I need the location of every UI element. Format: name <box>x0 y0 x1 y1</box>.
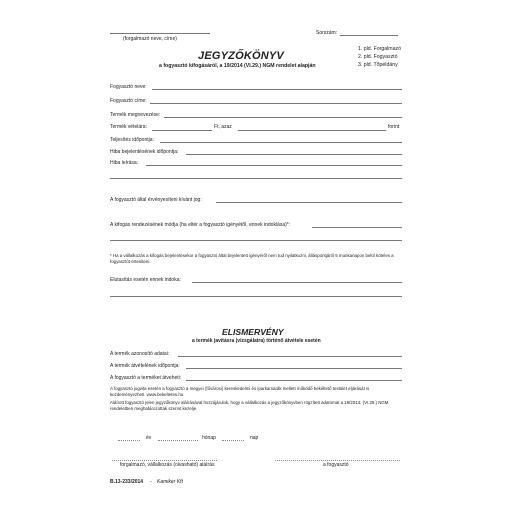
consumer-address-label: Fogyasztó címe: <box>110 98 147 104</box>
pickup-date-label: A fogyasztó a terméket átveheti: <box>110 375 182 381</box>
rejection-label: Elutasítás esetén ennek indoka: <box>110 277 181 283</box>
form-code: B.13-233/2014 <box>110 479 144 485</box>
rejection-line[interactable] <box>192 282 402 283</box>
settlement-line[interactable] <box>110 240 402 241</box>
completion-date-label: Teljesítés időpontja: <box>110 137 154 143</box>
defect-desc-label: Hiba leírása: <box>110 160 139 166</box>
copy-item: 1. pld. Forgalmazó <box>358 46 401 52</box>
publisher: Kamiker Kft <box>157 479 183 485</box>
notice-data-consent: Aláírott fogyasztó jelen jegyzőkönyv aláírásával hozzájárulok, hogy a vállalkozás a jegyzőkönyvben rögzített adatomat a 19/2014. (VI.29.) NGM rendeletben meghatározottak szerint kezelje. <box>110 400 389 411</box>
day-label: nap <box>250 435 259 441</box>
receipt-subtitle: a termék javításra (vizsgálatra) történő átvétele esetén <box>192 338 321 344</box>
claimed-right-label: A fogyasztó által érvényesíteni kívánt jog: <box>110 197 202 203</box>
year-line[interactable] <box>118 440 140 441</box>
product-id-label: A termék azonosító adatai: <box>110 351 170 357</box>
consumer-name-label: Fogyasztó neve: <box>110 84 147 90</box>
price-line[interactable] <box>152 130 212 131</box>
price-unit-end: forint <box>388 124 400 130</box>
vendor-signature-line[interactable] <box>112 460 217 461</box>
defect-date-line[interactable] <box>186 154 402 155</box>
defect-desc-line[interactable] <box>110 178 402 179</box>
price-words-line[interactable] <box>238 130 386 131</box>
notice-arbitration: A fogyasztó jogvita esetén a fogyasztó a megyei (fővárosi) kereskedelmi és iparkamarák mellett működő békéltető testület eljárását is kezdeményezheti. www.bekeltetes.hu <box>110 386 370 397</box>
receipt-title: ELISMERVÉNY <box>222 327 284 337</box>
handover-date-line[interactable] <box>186 368 402 369</box>
defect-date-label: Hiba bejelentésének időpontja: <box>110 149 179 155</box>
consumer-address-line[interactable] <box>150 103 402 104</box>
vendor-signature-caption: forgalmazó, vállalkozás (olvasható) aláírás <box>120 462 215 468</box>
serial-line[interactable] <box>340 35 398 36</box>
seller-caption: (forgalmazó neve, címe) <box>123 36 177 42</box>
footer-separator: - <box>150 479 152 485</box>
copy-item: 2. pld. Fogyasztó <box>358 54 398 60</box>
product-id-line[interactable] <box>178 356 402 357</box>
pickup-date-line[interactable] <box>186 380 402 381</box>
claimed-right-line[interactable] <box>216 202 402 203</box>
handover-date-label: A termék átvételének időpontja: <box>110 363 180 369</box>
product-name-line[interactable] <box>164 117 402 118</box>
settlement-label: A kifogás rendezésének módja (ha eltér a fogyasztó igényétől, ennek indoklása)*: <box>110 222 291 228</box>
consumer-signature-caption: a fogyasztó <box>323 462 349 468</box>
footnote: * Ha a vállalkozás a kifogás bejelentésekor a fogyasztó által bejelentett igényéről nem tud nyilatkozni, álláspontjáról 5 munkanapon belül köteles a fogyasztót értesíteni. <box>110 253 394 264</box>
copy-list <box>358 45 401 69</box>
price-label: Termék vételára: <box>110 124 147 130</box>
seller-line[interactable] <box>110 33 210 34</box>
month-line[interactable] <box>158 440 198 441</box>
serial-label: Sorszám: <box>316 30 338 36</box>
year-label: év <box>146 435 152 441</box>
defect-desc-line[interactable] <box>146 165 402 166</box>
consumer-signature-line[interactable] <box>275 460 400 461</box>
copy-item: 3. pld. Tőpéldány <box>358 62 398 68</box>
completion-date-line[interactable] <box>160 142 402 143</box>
consumer-name-line[interactable] <box>152 89 402 90</box>
page-subtitle: a fogyasztó kifogásáról, a 19/2014 (VI.29.) NGM rendelet alapján <box>159 63 316 69</box>
month-label: hónap <box>202 435 216 441</box>
rejection-line[interactable] <box>110 296 402 297</box>
price-unit: Ft, azaz <box>214 124 232 130</box>
page-title: JEGYZŐKÖNYV <box>198 50 284 62</box>
settlement-line[interactable] <box>312 227 402 228</box>
day-line[interactable] <box>222 440 244 441</box>
product-name-label: Termék megnevezése: <box>110 112 161 118</box>
